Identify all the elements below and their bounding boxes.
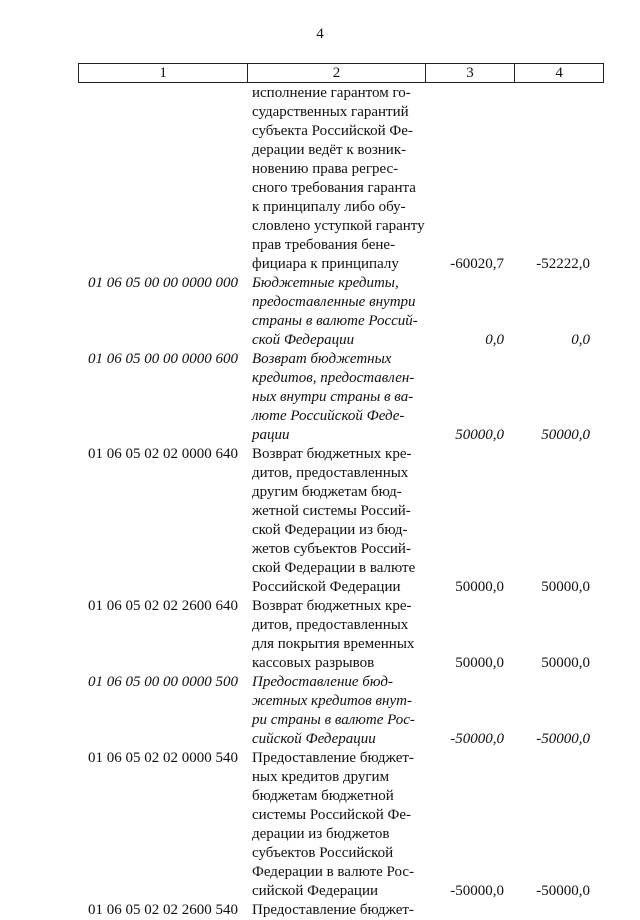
description-line: ской Федерации в валюте — [252, 560, 416, 576]
description-line: сного требования гаранта — [252, 180, 416, 196]
description-line: новению права регрес- — [252, 161, 399, 177]
description-line: страны в валюте Россий- — [252, 313, 418, 329]
header-col-1: 1 — [79, 64, 248, 82]
row-description — [248, 673, 426, 749]
description-line: Предоставление бюджет- — [252, 902, 414, 918]
value-col-3: 50000,0 — [455, 427, 504, 443]
value-col-4: 50000,0 — [541, 655, 590, 671]
table-row — [78, 901, 604, 920]
row-description — [248, 749, 426, 901]
row-description — [248, 597, 426, 673]
value-col-3: 0,0 — [485, 332, 504, 348]
table-row — [78, 749, 604, 901]
description-line: Предоставление бюджет- — [252, 750, 414, 766]
description-line: системы Российской Фе- — [252, 807, 412, 823]
description-line: дитов, предоставленных — [252, 617, 409, 633]
value-col-4: -52222,0 — [536, 256, 590, 272]
value-col-3: -50000,0 — [450, 883, 504, 899]
description-line: предоставленные внутри — [252, 294, 416, 310]
budget-code: 01 06 05 02 02 0000 540 — [88, 750, 238, 766]
description-line: Бюджетные кредиты, — [252, 275, 399, 291]
description-line: жетной системы Россий- — [252, 503, 411, 519]
description-line: Предоставление бюд- — [252, 674, 394, 690]
row-description — [248, 274, 426, 350]
value-col-4: -50000,0 — [536, 883, 590, 899]
description-line: Возврат бюджетных кре- — [252, 446, 412, 462]
table-row — [78, 445, 604, 597]
description-line: субъекта Российской Фе- — [252, 123, 413, 139]
header-col-2: 2 — [248, 64, 425, 82]
header-col-3: 3 — [426, 64, 516, 82]
value-col-4: 0,0 — [571, 332, 590, 348]
row-description — [248, 445, 426, 597]
row-description — [248, 901, 426, 920]
value-col-4: 50000,0 — [541, 427, 590, 443]
description-line: ри страны в валюте Рос- — [252, 712, 415, 728]
budget-code: 01 06 05 02 02 2600 540 — [88, 902, 238, 918]
description-line: жетных кредитов внут- — [252, 693, 412, 709]
description-line: кассовых разрывов — [252, 655, 375, 671]
description-line: Возврат бюджетных кре- — [252, 598, 412, 614]
description-line: другим бюджетам бюд- — [252, 484, 402, 500]
description-line: к принципалу либо обу- — [252, 199, 406, 215]
description-line: прав требования бене- — [252, 237, 396, 253]
description-line: фициара к принципалу — [252, 256, 399, 272]
budget-code: 01 06 05 02 02 2600 640 — [88, 598, 238, 614]
budget-code: 01 06 05 00 00 0000 500 — [88, 674, 238, 690]
description-line: исполнение гарантом го- — [252, 85, 411, 101]
value-col-3: 50000,0 — [455, 579, 504, 595]
value-col-3: -60020,7 — [450, 256, 504, 272]
value-col-4: -50000,0 — [536, 731, 590, 747]
table-row — [78, 274, 604, 350]
description-line: дерации из бюджетов — [252, 826, 390, 842]
row-description — [248, 84, 426, 274]
table-row — [78, 673, 604, 749]
value-col-3: -50000,0 — [450, 731, 504, 747]
header-col-4: 4 — [555, 65, 563, 81]
table-header-row — [78, 63, 604, 83]
description-line: Российской Федерации — [252, 579, 401, 595]
description-line: жетов субъектов Россий- — [252, 541, 411, 557]
description-line: бюджетам бюджетной — [252, 788, 394, 804]
budget-code: 01 06 05 00 00 0000 000 — [88, 275, 238, 291]
description-line: ных внутри страны в ва- — [252, 389, 414, 405]
description-line: сийской Федерации — [252, 883, 379, 899]
table-row — [78, 350, 604, 445]
description-line: сийской Федерации — [252, 731, 376, 747]
value-col-4: 50000,0 — [541, 579, 590, 595]
description-line: дитов, предоставленных — [252, 465, 409, 481]
description-line: ской Федерации — [252, 332, 355, 348]
value-col-3: 50000,0 — [455, 655, 504, 671]
description-line: словлено уступкой гаранту — [252, 218, 425, 234]
table-row — [78, 84, 604, 274]
description-line: ных кредитов другим — [252, 769, 390, 785]
description-line: рации — [252, 427, 290, 443]
budget-code: 01 06 05 00 00 0000 600 — [88, 351, 238, 367]
description-line: ской Федерации из бюд- — [252, 522, 408, 538]
description-line: люте Российской Феде- — [252, 408, 405, 424]
table-row — [78, 597, 604, 673]
budget-code — [78, 84, 248, 274]
page-number: 4 — [316, 26, 324, 42]
description-line: для покрытия временных — [252, 636, 415, 652]
description-line: субъектов Российской — [252, 845, 394, 861]
row-description — [248, 350, 426, 445]
description-line: Федерации в валюте Рос- — [252, 864, 415, 880]
description-line: Возврат бюджетных — [252, 351, 392, 367]
description-line: дерации ведёт к возник- — [252, 142, 407, 158]
budget-code: 01 06 05 02 02 0000 640 — [88, 446, 238, 462]
description-line: кредитов, предоставлен- — [252, 370, 415, 386]
description-line: сударственных гарантий — [252, 104, 409, 120]
budget-table — [78, 84, 604, 920]
